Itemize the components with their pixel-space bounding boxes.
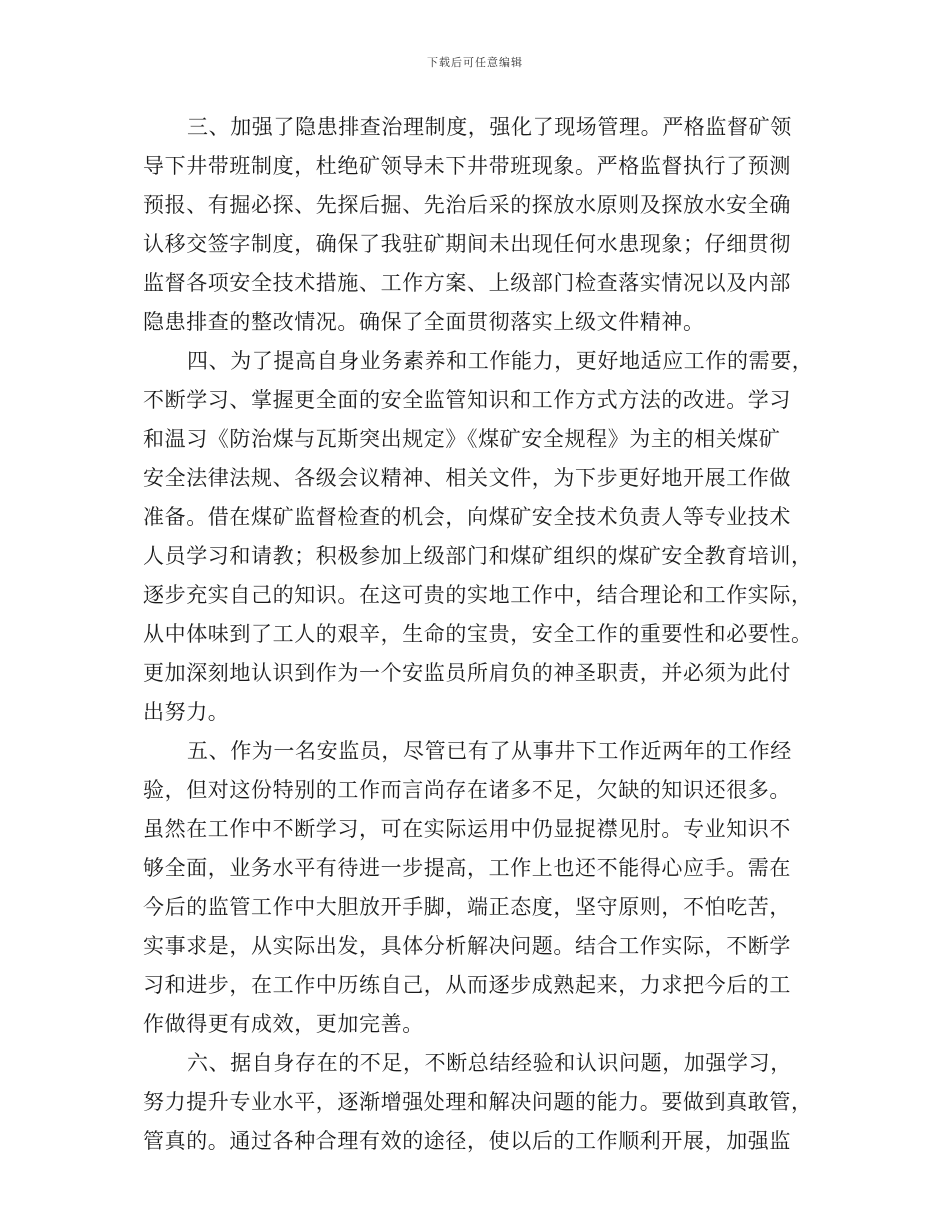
- text-line: 预报、有掘必探、先探后掘、先治后采的探放水原则及探放水安全确: [143, 193, 791, 217]
- text-line: 虽然在工作中不断学习，可在实际运用中仍显捉襟见肘。专业知识不: [143, 817, 791, 841]
- text-line: 六、据自身存在的不足，不断总结经验和认识问题，加强学习，: [187, 1051, 792, 1075]
- text-line: 验，但对这份特别的工作而言尚存在诸多不足，欠缺的知识还很多。: [143, 778, 791, 802]
- text-line: 人员学习和请教；积极参加上级部门和煤矿组织的煤矿安全教育培训，: [143, 544, 813, 568]
- text-line: 管真的。通过各种合理有效的途径，使以后的工作顺利开展，加强监: [143, 1129, 791, 1153]
- text-line: 从中体味到了工人的艰辛，生命的宝贵，安全工作的重要性和必要性。: [143, 622, 813, 646]
- text-line: 今后的监管工作中大胆放开手脚，端正态度，坚守原则，不怕吃苦，: [143, 895, 791, 919]
- text-line: 导下井带班制度，杜绝矿领导未下井带班现象。严格监督执行了预测: [143, 154, 791, 178]
- text-line: 更加深刻地认识到作为一个安监员所肩负的神圣职责，并必须为此付: [143, 661, 791, 685]
- text-line: 监督各项安全技术措施、工作方案、上级部门检查落实情况以及内部: [143, 271, 791, 295]
- text-line: 作做得更有成效，更加完善。: [143, 1012, 424, 1036]
- text-line: 不断学习、掌握更全面的安全监管知识和工作方式方法的改进。学习: [143, 388, 791, 412]
- paragraph: [143, 1044, 813, 1161]
- text-line: 努力提升专业水平，逐渐增强处理和解决问题的能力。要做到真敢管，: [143, 1090, 813, 1114]
- text-line: 四、为了提高自身业务素养和工作能力，更好地适应工作的需要，: [187, 349, 814, 373]
- text-line: 逐步充实自己的知识。在这可贵的实地工作中，结合理论和工作实际，: [143, 583, 813, 607]
- text-line: 安全法律法规、各级会议精神、相关文件，为下步更好地开展工作做: [143, 466, 791, 490]
- text-line: 准备。借在煤矿监督检查的机会，向煤矿安全技术负责人等专业技术: [143, 505, 791, 529]
- paragraph: [143, 108, 808, 342]
- text-line: 认移交签字制度，确保了我驻矿期间未出现任何水患现象；仔细贯彻: [143, 232, 791, 256]
- document-body: [143, 108, 814, 1161]
- page-header: 下载后可任意编辑: [427, 56, 523, 69]
- text-line: 和温习《防治煤与瓦斯突出规定》《煤矿安全规程》为主的相关煤矿: [143, 427, 781, 451]
- paragraph: [143, 732, 808, 1044]
- paragraph: [143, 342, 814, 732]
- text-line: 隐患排查的整改情况。确保了全面贯彻落实上级文件精神。: [143, 310, 705, 334]
- text-line: 五、作为一名安监员，尽管已有了从事井下工作近两年的工作经: [187, 739, 792, 763]
- text-line: 习和进步，在工作中历练自己，从而逐步成熟起来，力求把今后的工: [143, 973, 791, 997]
- text-line: 出努力。: [143, 700, 230, 724]
- text-line: 实事求是，从实际出发，具体分析解决问题。结合工作实际，不断学: [143, 934, 791, 958]
- text-line: 三、加强了隐患排查治理制度，强化了现场管理。严格监督矿领: [187, 115, 792, 139]
- text-line: 够全面，业务水平有待进一步提高，工作上也还不能得心应手。需在: [143, 856, 791, 880]
